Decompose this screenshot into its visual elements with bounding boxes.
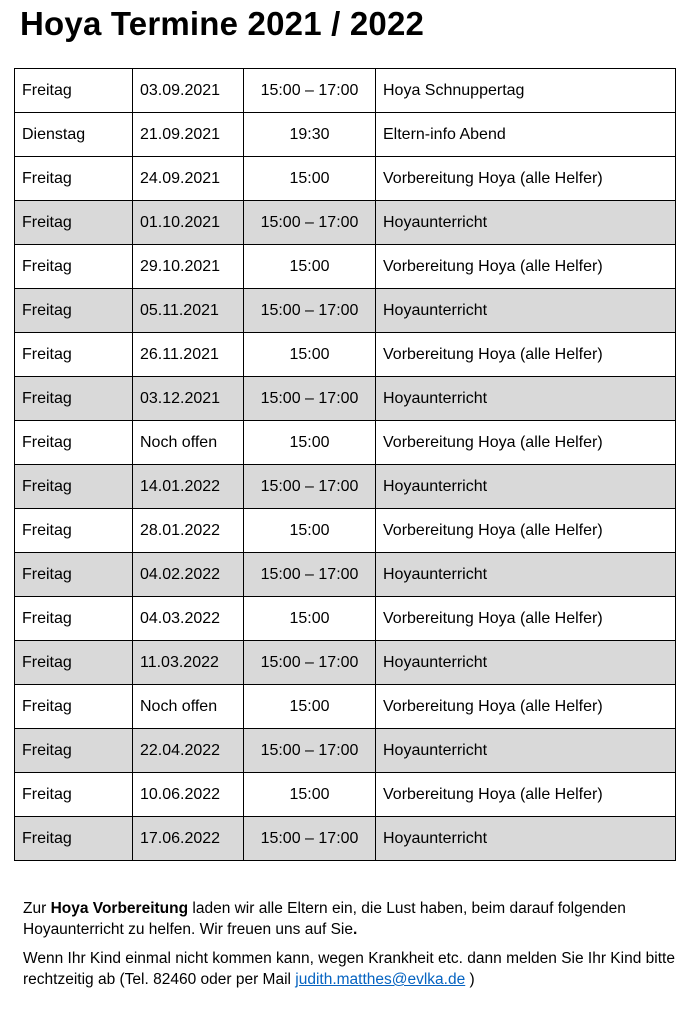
note-text: Wenn Ihr Kind einmal nicht kommen kann, wegen Krankheit etc. dann melden Sie Ihr Kind bitte rechtzeitig ab (Tel. 82460 oder per Mail [23,950,675,988]
date-cell: Noch offen [133,685,244,729]
time-cell: 15:00 [244,685,376,729]
time-cell: 15:00 [244,421,376,465]
date-cell: 22.04.2022 [133,729,244,773]
day-cell: Freitag [15,817,133,861]
time-cell: 15:00 – 17:00 [244,553,376,597]
day-cell: Freitag [15,641,133,685]
day-cell: Freitag [15,289,133,333]
event-cell: Hoyaunterricht [376,553,676,597]
time-cell: 15:00 – 17:00 [244,641,376,685]
event-cell: Hoyaunterricht [376,377,676,421]
time-cell: 15:00 [244,245,376,289]
date-cell: Noch offen [133,421,244,465]
date-cell: 03.09.2021 [133,69,244,113]
time-cell: 15:00 – 17:00 [244,729,376,773]
time-cell: 15:00 – 17:00 [244,817,376,861]
event-cell: Vorbereitung Hoya (alle Helfer) [376,333,676,377]
event-cell: Vorbereitung Hoya (alle Helfer) [376,597,676,641]
date-cell: 05.11.2021 [133,289,244,333]
event-cell: Hoyaunterricht [376,201,676,245]
time-cell: 15:00 – 17:00 [244,289,376,333]
day-cell: Freitag [15,685,133,729]
table-row [15,333,676,377]
time-cell: 15:00 [244,773,376,817]
event-cell: Vorbereitung Hoya (alle Helfer) [376,509,676,553]
note-text: laden wir alle Eltern ein, die Lust haben, beim darauf folgenden Hoyaunterricht zu helfen. Wir freuen uns auf Sie [23,900,626,938]
time-cell: 15:00 [244,157,376,201]
day-cell: Freitag [15,377,133,421]
event-cell: Vorbereitung Hoya (alle Helfer) [376,421,676,465]
day-cell: Freitag [15,553,133,597]
table-row [15,201,676,245]
event-cell: Hoyaunterricht [376,817,676,861]
day-cell: Freitag [15,729,133,773]
email-link[interactable]: judith.matthes@evlka.de [295,971,466,988]
schedule-table-body [15,69,676,861]
time-cell: 15:00 – 17:00 [244,201,376,245]
date-cell: 26.11.2021 [133,333,244,377]
date-cell: 04.03.2022 [133,597,244,641]
event-cell: Vorbereitung Hoya (alle Helfer) [376,157,676,201]
day-cell: Freitag [15,333,133,377]
date-cell: 28.01.2022 [133,509,244,553]
date-cell: 04.02.2022 [133,553,244,597]
date-cell: 17.06.2022 [133,817,244,861]
note-bold-period: . [352,921,358,938]
event-cell: Hoyaunterricht [376,729,676,773]
table-row [15,597,676,641]
day-cell: Freitag [15,69,133,113]
day-cell: Freitag [15,773,133,817]
day-cell: Dienstag [15,113,133,157]
schedule-table [14,68,676,861]
event-cell: Hoyaunterricht [376,641,676,685]
time-cell: 15:00 – 17:00 [244,377,376,421]
table-row [15,421,676,465]
event-cell: Hoyaunterricht [376,289,676,333]
table-row [15,377,676,421]
event-cell: Vorbereitung Hoya (alle Helfer) [376,685,676,729]
event-cell: Vorbereitung Hoya (alle Helfer) [376,245,676,289]
table-row [15,289,676,333]
time-cell: 15:00 [244,509,376,553]
time-cell: 19:30 [244,113,376,157]
event-cell: Vorbereitung Hoya (alle Helfer) [376,773,676,817]
day-cell: Freitag [15,509,133,553]
event-cell: Eltern-info Abend [376,113,676,157]
table-row [15,157,676,201]
day-cell: Freitag [15,245,133,289]
date-cell: 24.09.2021 [133,157,244,201]
note-text: ) [465,971,475,988]
table-row [15,685,676,729]
table-row [15,465,676,509]
day-cell: Freitag [15,157,133,201]
table-row [15,553,676,597]
date-cell: 14.01.2022 [133,465,244,509]
notes-section [23,898,688,998]
date-cell: 10.06.2022 [133,773,244,817]
time-cell: 15:00 – 17:00 [244,69,376,113]
page-title: Hoya Termine 2021 / 2022 [20,5,425,42]
event-cell: Hoya Schnuppertag [376,69,676,113]
date-cell: 03.12.2021 [133,377,244,421]
note-text: Zur [23,900,51,917]
day-cell: Freitag [15,465,133,509]
time-cell: 15:00 [244,597,376,641]
day-cell: Freitag [15,597,133,641]
time-cell: 15:00 [244,333,376,377]
note-bold-text: Hoya Vorbereitung [50,900,189,917]
date-cell: 29.10.2021 [133,245,244,289]
table-row [15,509,676,553]
table-row [15,69,676,113]
table-row [15,113,676,157]
preparation-note [23,898,688,940]
table-row [15,817,676,861]
table-row [15,245,676,289]
day-cell: Freitag [15,421,133,465]
date-cell: 21.09.2021 [133,113,244,157]
absence-note [23,948,688,990]
table-row [15,729,676,773]
table-row [15,773,676,817]
date-cell: 01.10.2021 [133,201,244,245]
day-cell: Freitag [15,201,133,245]
event-cell: Hoyaunterricht [376,465,676,509]
date-cell: 11.03.2022 [133,641,244,685]
time-cell: 15:00 – 17:00 [244,465,376,509]
table-row [15,641,676,685]
